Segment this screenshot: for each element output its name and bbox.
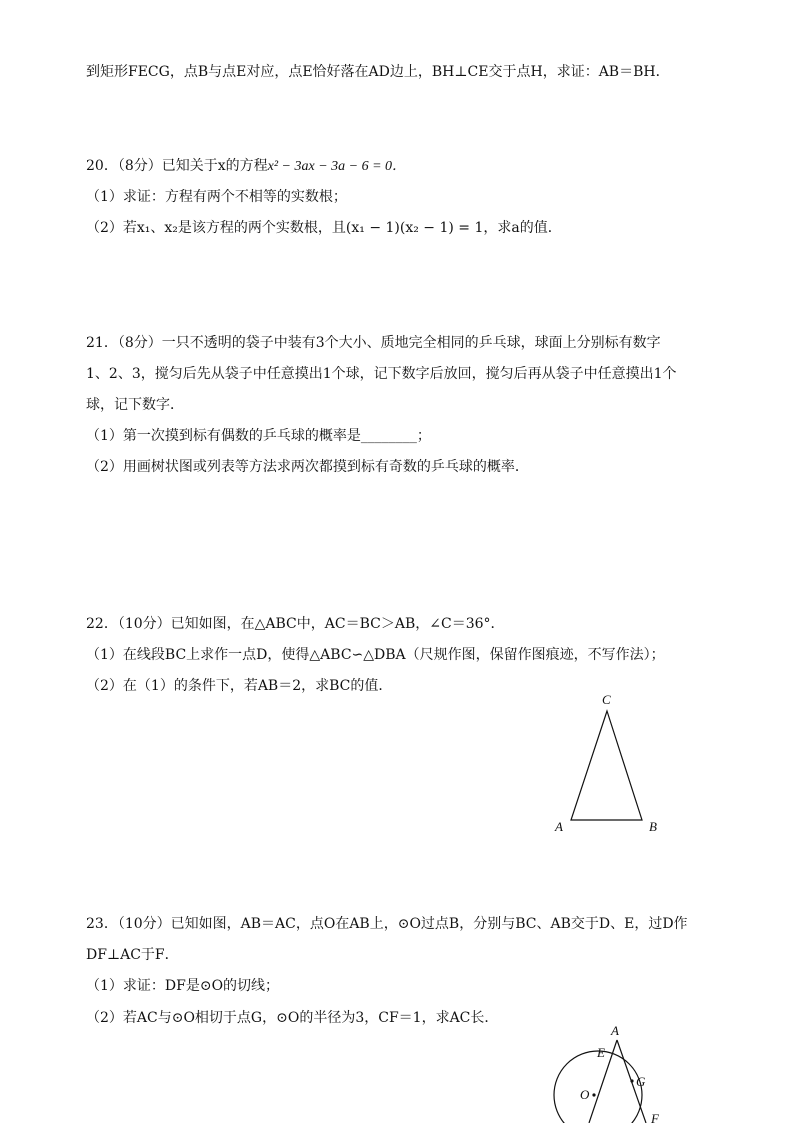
q21-line3: 球，记下数字．: [86, 397, 184, 413]
q22-part1: （1）在线段BC上求作一点D，使得△ABC∽△DBA（尺规作图，保留作图痕迹，不写作法）；: [86, 647, 665, 663]
vertex-label-c: C: [602, 692, 611, 707]
circle-o: [554, 1051, 642, 1123]
q23-part2: （2）若AC与⊙O相切于点G，⊙O的半径为3，CF＝1，求AC长．: [86, 1010, 499, 1026]
q23-line1: 23．（10分）已知如图，AB＝AC，点O在AB上，⊙O过点B，分别与BC、AB交于D、E，过D作: [86, 916, 688, 932]
point-label-o: O: [580, 1087, 590, 1102]
q23-line2: DF⊥AC于F．: [86, 947, 179, 963]
q21-line1: 21．（8分）一只不透明的袋子中装有3个大小、质地完全相同的乒乓球，球面上分别标有数字: [86, 335, 661, 351]
point-label-g: G: [636, 1074, 646, 1089]
q21-part1: （1）第一次摸到标有偶数的乒乓球的概率是________；: [86, 428, 431, 444]
point-label-a: A: [611, 1023, 619, 1038]
q20-part2: （2）若x₁、x₂是该方程的两个实数根，且(x₁ − 1)(x₂ − 1) = 1，求a的值．: [86, 220, 562, 236]
q22-part2: （2）在（1）的条件下，若AB＝2，求BC的值．: [86, 678, 393, 694]
q21-line2: 1、2、3，搅匀后先从袋子中任意摸出1个球，记下数字后放回，搅匀后再从袋子中任意摸出1个: [86, 366, 677, 382]
point-label-f: F: [651, 1111, 659, 1123]
q20-part1: （1）求证：方程有两个不相等的实数根；: [86, 189, 347, 205]
q21-part2: （2）用画树状图或列表等方法求两次都摸到标有奇数的乒乓球的概率．: [86, 459, 529, 475]
point-label-e: E: [597, 1045, 605, 1060]
vertex-label-b: B: [649, 819, 657, 834]
q20-equation: x² − 3ax − 3a − 6 = 0．: [267, 159, 407, 174]
q22-line1: 22．（10分）已知如图，在△ABC中，AC＝BC＞AB，∠C＝36°．: [86, 616, 505, 632]
q20-head-text: 20．（8分）已知关于x的方程: [86, 158, 268, 174]
q23-part1: （1）求证：DF是⊙O的切线；: [86, 978, 280, 994]
q19-tail-text: 到矩形FECG，点B与点E对应，点E恰好落在AD边上，BH⊥CE交于点H，求证：AB＝BH．: [86, 64, 670, 80]
point-o: [592, 1093, 595, 1096]
vertex-label-a: A: [555, 819, 563, 834]
point-g: [630, 1079, 633, 1082]
